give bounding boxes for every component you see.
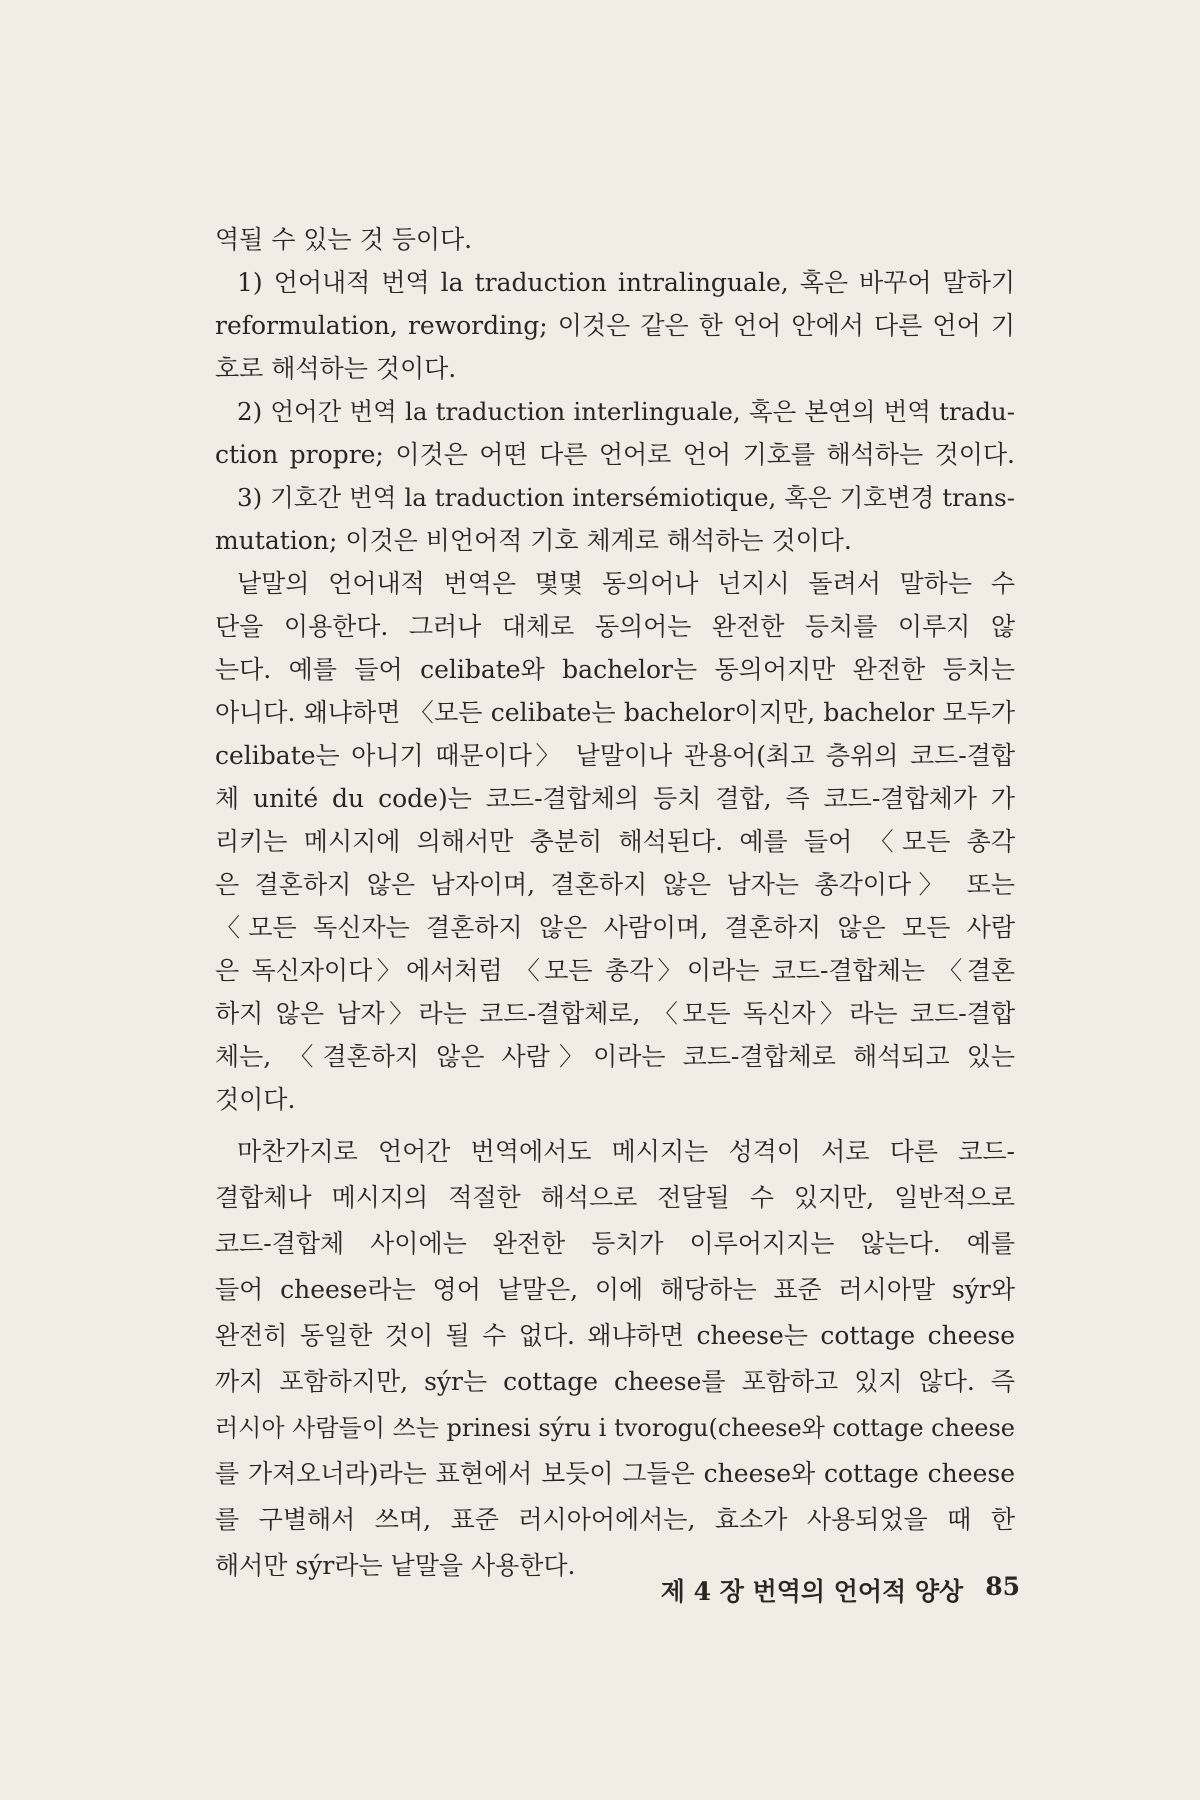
text-line: 1) 언어내적 번역 la traduction intralinguale, 혹은 바꾸어 말하기 bbox=[237, 268, 1015, 297]
text-line: 하지 않은 남자〉라는 코드-결합체로, 〈모든 독신자〉라는 코드-결합 bbox=[215, 999, 1015, 1028]
text-line: 호로 해석하는 것이다. bbox=[215, 354, 457, 383]
text-line: 아니다. 왜냐하면 〈모든 celibate는 bachelor이지만, bachelor 모두가 bbox=[215, 698, 1015, 727]
text-line: 완전히 동일한 것이 될 수 없다. 왜냐하면 cheese는 cottage cheese bbox=[215, 1321, 1015, 1350]
running-footer bbox=[640, 1572, 1020, 1608]
text-line: 는다. 예를 들어 celibate와 bachelor는 동의어지만 완전한 등치는 bbox=[215, 655, 1015, 684]
text-line: 은 독신자이다〉에서처럼 〈모든 총각〉이라는 코드-결합체는 〈결혼 bbox=[215, 956, 1015, 985]
text-line: 낱말의 언어내적 번역은 몇몇 동의어나 넌지시 돌려서 말하는 수 bbox=[237, 569, 1015, 598]
body-text bbox=[215, 218, 1015, 1589]
text-line: 3) 기호간 번역 la traduction intersémiotique, 혹은 기호변경 trans- bbox=[237, 483, 1015, 512]
text-line: 해서만 sýr라는 낱말을 사용한다. bbox=[215, 1551, 576, 1580]
text-line: 마찬가지로 언어간 번역에서도 메시지는 성격이 서로 다른 코드- bbox=[237, 1137, 1015, 1166]
text-line: 체 unité du code)는 코드-결합체의 등치 결합, 즉 코드-결합체가 가 bbox=[215, 784, 1015, 813]
text-line: 은 결혼하지 않은 남자이며, 결혼하지 않은 남자는 총각이다〉 또는 bbox=[215, 870, 1015, 899]
text-line: 를 구별해서 쓰며, 표준 러시아어에서는, 효소가 사용되었을 때 한 bbox=[215, 1505, 1015, 1534]
text-line: celibate는 아니기 때문이다〉 낱말이나 관용어(최고 층위의 코드-결합 bbox=[215, 741, 1015, 770]
chapter-title: 제 4 장 번역의 언어적 양상 bbox=[660, 1577, 964, 1606]
text-line: reformulation, rewording; 이것은 같은 한 언어 안에서 다른 언어 기 bbox=[215, 311, 1015, 340]
text-line: 단을 이용한다. 그러나 대체로 동의어는 완전한 등치를 이루지 않 bbox=[215, 612, 1015, 641]
text-line: 리키는 메시지에 의해서만 충분히 해석된다. 예를 들어 〈모든 총각 bbox=[215, 827, 1015, 856]
text-line: ction propre; 이것은 어떤 다른 언어로 언어 기호를 해석하는 것이다. bbox=[215, 440, 1015, 469]
text-line: 역될 수 있는 것 등이다. bbox=[215, 225, 473, 254]
text-line: 체는, 〈결혼하지 않은 사람〉이라는 코드-결합체로 해석되고 있는 bbox=[215, 1042, 1015, 1071]
text-line: 코드-결합체 사이에는 완전한 등치가 이루어지지는 않는다. 예를 bbox=[215, 1229, 1015, 1258]
text-line: 것이다. bbox=[215, 1085, 296, 1114]
text-line: 를 가져오너라)라는 표현에서 보듯이 그들은 cheese와 cottage cheese bbox=[215, 1459, 1015, 1488]
page-number: 85 bbox=[985, 1572, 1020, 1601]
text-line: 〈모든 독신자는 결혼하지 않은 사람이며, 결혼하지 않은 모든 사람 bbox=[215, 913, 1015, 942]
text-line: mutation; 이것은 비언어적 기호 체계로 해석하는 것이다. bbox=[215, 526, 852, 555]
text-line: 러시아 사람들이 쓰는 prinesi sýru i tvorogu(cheese와 cottage cheese bbox=[215, 1414, 1015, 1442]
text-line: 까지 포함하지만, sýr는 cottage cheese를 포함하고 있지 않다. 즉 bbox=[215, 1367, 1015, 1396]
text-line: 2) 언어간 번역 la traduction interlinguale, 혹은 본연의 번역 tradu- bbox=[237, 397, 1015, 426]
text-line: 들어 cheese라는 영어 낱말은, 이에 해당하는 표준 러시아말 sýr와 bbox=[215, 1275, 1015, 1304]
text-line: 결합체나 메시지의 적절한 해석으로 전달될 수 있지만, 일반적으로 bbox=[215, 1183, 1015, 1212]
